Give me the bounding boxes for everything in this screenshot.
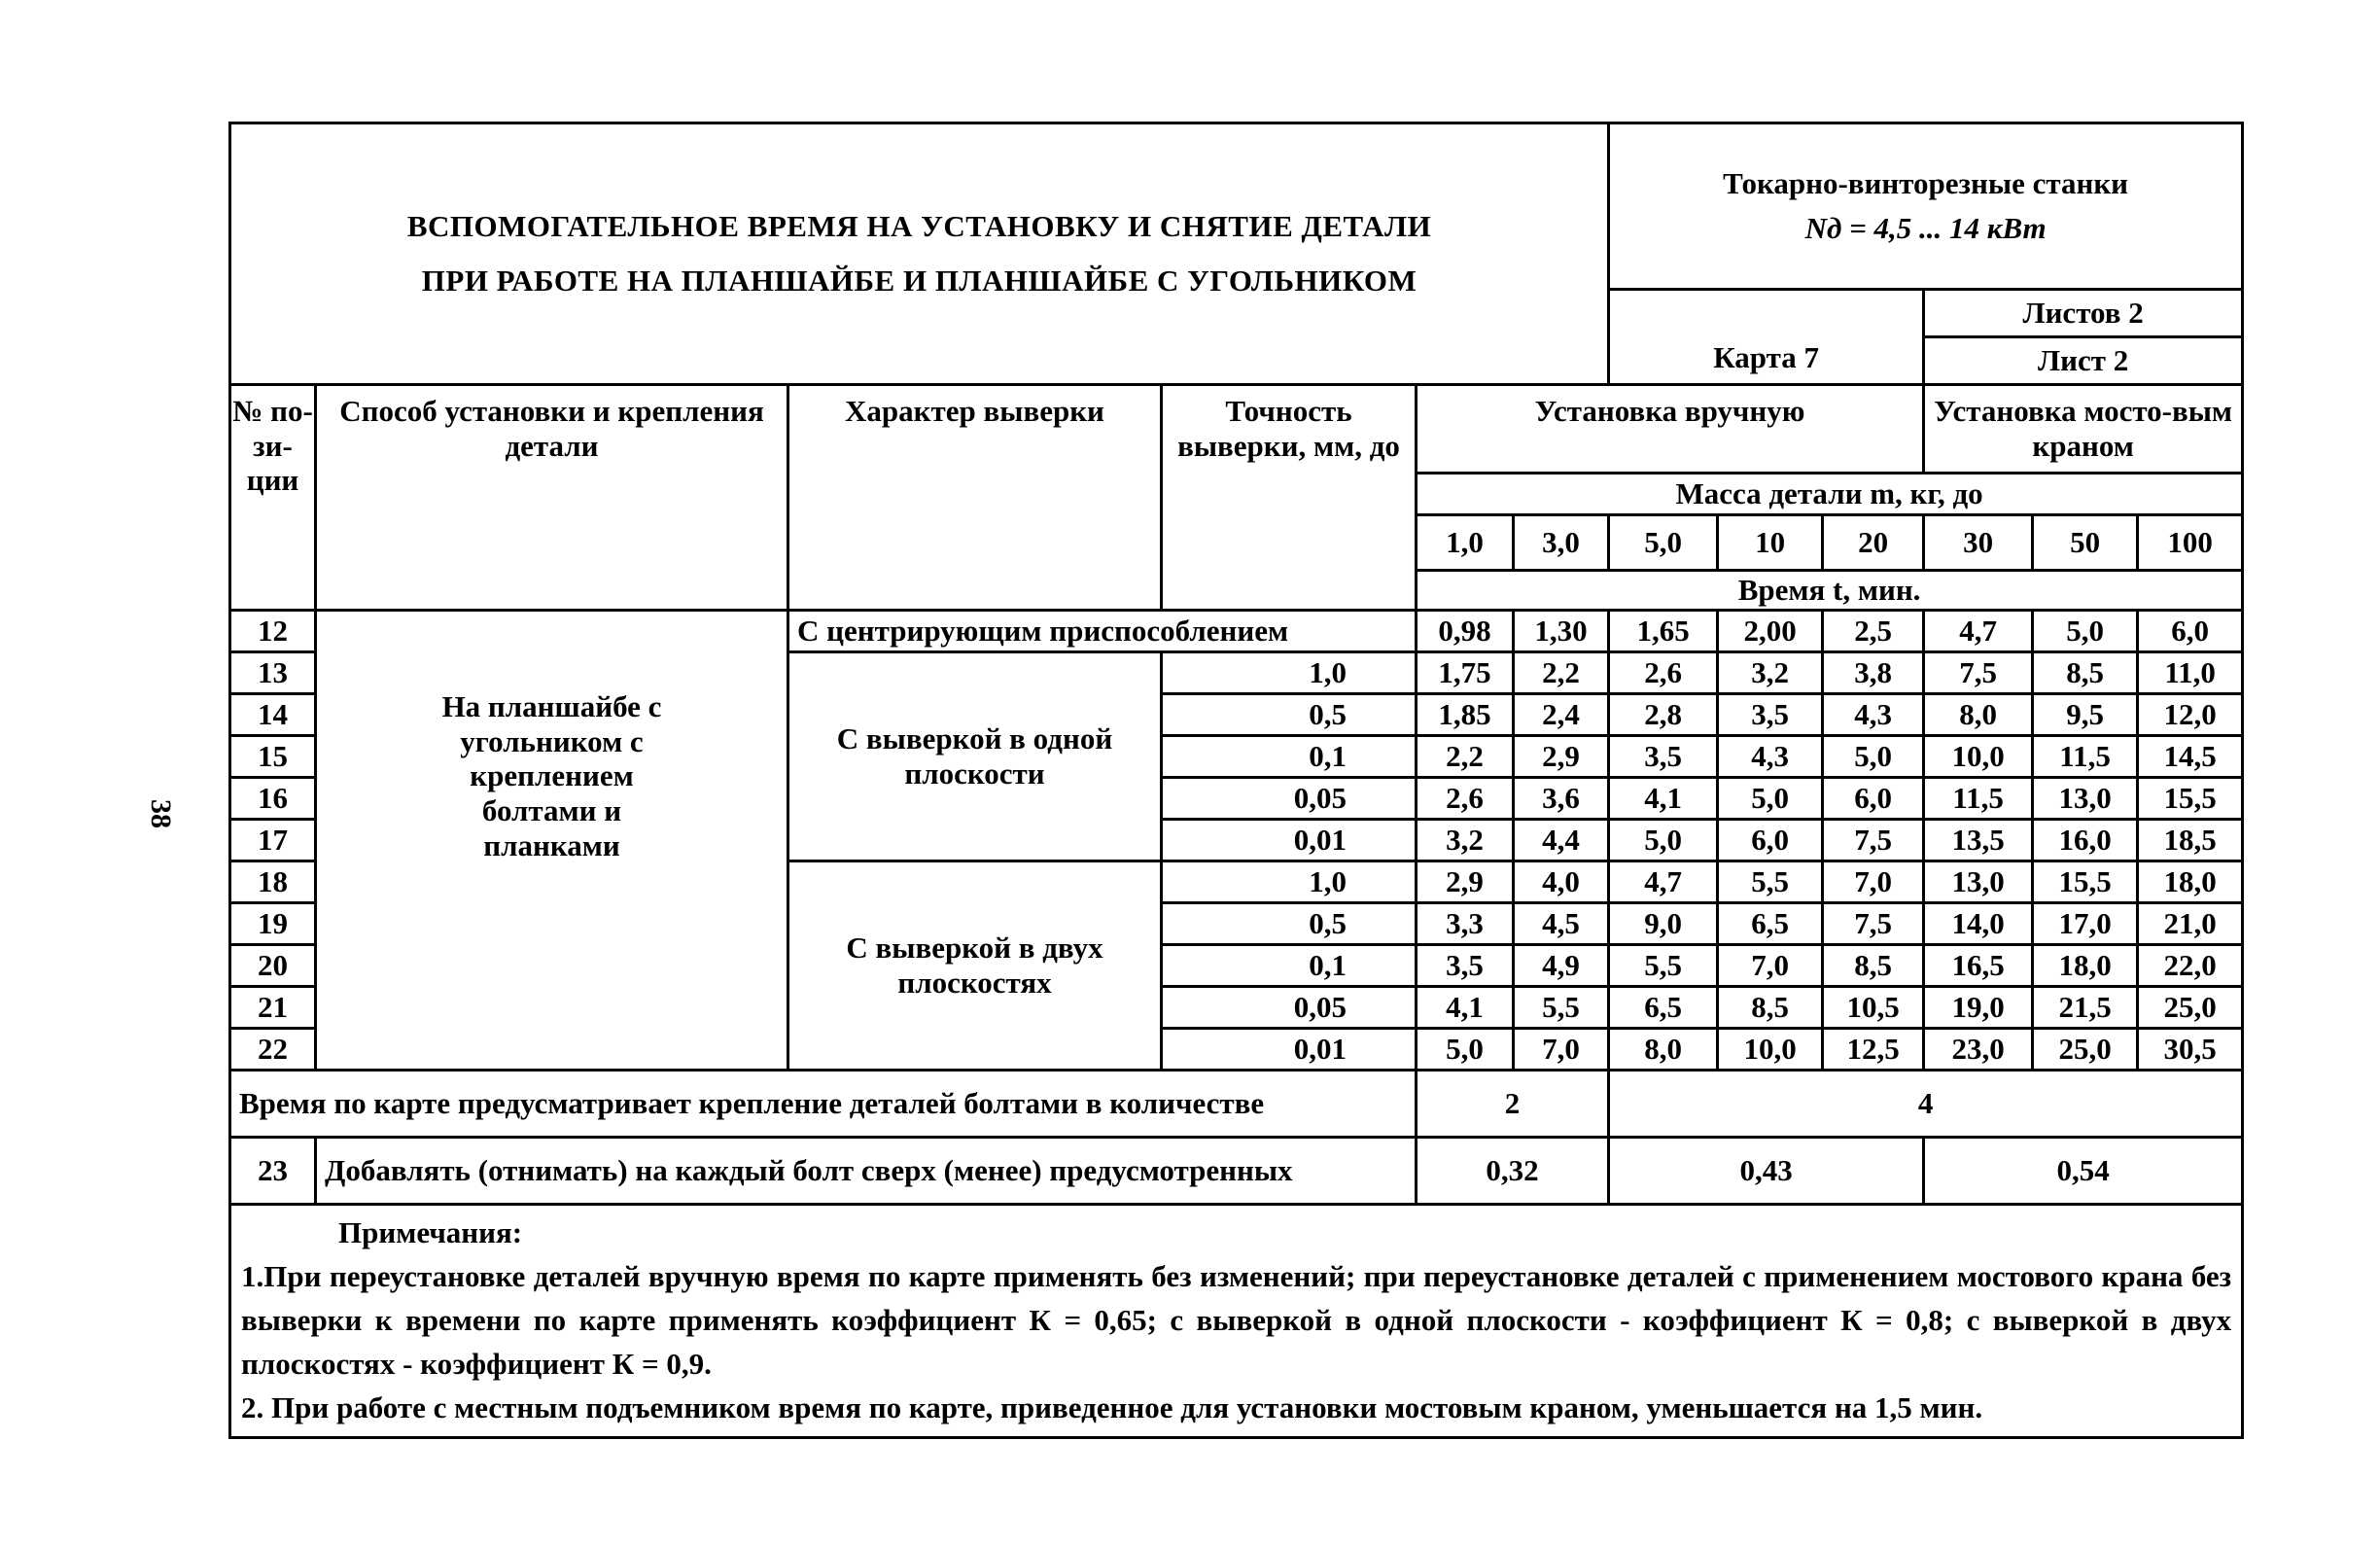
- time-value-cell: 8,5: [1718, 987, 1823, 1029]
- position-cell: 21: [230, 987, 316, 1029]
- time-header: Время t, мин.: [1417, 571, 2243, 611]
- document-title: [230, 123, 1609, 385]
- note-1: 1.При переустановке деталей вручную время по карте применять без изменений; при переустановке деталей с применением мостового крана без выверки к времени по карте применять коэффициент К = 0,65; с выверкой в одной плоскости - коэффициент К = 0,8; с выверкой в двух плоскостях - коэффициент К = 0,9.: [241, 1258, 2232, 1381]
- accuracy-cell: 0,05: [1162, 987, 1417, 1029]
- position-cell: 22: [230, 1029, 316, 1071]
- accuracy-cell: 0,01: [1162, 1029, 1417, 1071]
- bolts-count-a: 2: [1417, 1071, 1609, 1138]
- accuracy-cell: 0,05: [1162, 778, 1417, 820]
- time-value-cell: 3,5: [1718, 694, 1823, 736]
- time-value-cell: 5,5: [1718, 861, 1823, 903]
- time-value-cell: 4,5: [1514, 903, 1609, 945]
- page-number: 38: [145, 799, 177, 828]
- time-value-cell: 8,5: [2033, 652, 2138, 694]
- position-cell: 15: [230, 736, 316, 778]
- time-value-cell: 6,0: [1823, 778, 1924, 820]
- time-value-cell: 3,6: [1514, 778, 1609, 820]
- time-value-cell: 3,5: [1609, 736, 1718, 778]
- time-value-cell: 4,1: [1609, 778, 1718, 820]
- position-cell: 18: [230, 861, 316, 903]
- time-value-cell: 3,5: [1417, 945, 1514, 987]
- time-value-cell: 7,5: [1924, 652, 2033, 694]
- time-value-cell: 16,5: [1924, 945, 2033, 987]
- time-value-cell: 21,0: [2138, 903, 2243, 945]
- mass-3: 3,0: [1514, 515, 1609, 571]
- time-value-cell: 1,30: [1514, 611, 1609, 652]
- time-value-cell: 2,8: [1609, 694, 1718, 736]
- time-value-cell: 6,5: [1718, 903, 1823, 945]
- time-value-cell: 25,0: [2033, 1029, 2138, 1071]
- time-value-cell: 4,7: [1609, 861, 1718, 903]
- time-value-cell: 21,5: [2033, 987, 2138, 1029]
- time-value-cell: 5,0: [1718, 778, 1823, 820]
- time-value-cell: 14,0: [1924, 903, 2033, 945]
- sheets-total: Листов 2: [1925, 291, 2241, 338]
- position-cell: 12: [230, 611, 316, 652]
- time-value-cell: 9,5: [2033, 694, 2138, 736]
- accuracy-cell: 0,5: [1162, 903, 1417, 945]
- time-value-cell: 14,5: [2138, 736, 2243, 778]
- time-value-cell: 15,5: [2138, 778, 2243, 820]
- time-value-cell: 4,3: [1823, 694, 1924, 736]
- alignment-one-plane: С выверкой в одной плоскости: [788, 652, 1162, 861]
- time-value-cell: 2,9: [1514, 736, 1609, 778]
- time-value-cell: 6,0: [1718, 820, 1823, 861]
- time-value-cell: 4,4: [1514, 820, 1609, 861]
- time-value-cell: 5,0: [1609, 820, 1718, 861]
- col-position-header: № по-зи-ции: [230, 385, 316, 611]
- time-value-cell: 5,5: [1609, 945, 1718, 987]
- sheet-info: [1924, 290, 2243, 385]
- time-value-cell: 17,0: [2033, 903, 2138, 945]
- time-value-cell: 7,0: [1718, 945, 1823, 987]
- time-value-cell: 7,0: [1514, 1029, 1609, 1071]
- mass-10: 10: [1718, 515, 1823, 571]
- time-value-cell: 7,5: [1823, 820, 1924, 861]
- mass-50: 50: [2033, 515, 2138, 571]
- time-value-cell: 10,5: [1823, 987, 1924, 1029]
- time-value-cell: 16,0: [2033, 820, 2138, 861]
- card-frame: [228, 122, 2241, 1439]
- col-method-header: Способ установки и крепления детали: [316, 385, 788, 611]
- time-value-cell: 11,5: [2033, 736, 2138, 778]
- accuracy-cell: 1,0: [1162, 652, 1417, 694]
- time-value-cell: 3,3: [1417, 903, 1514, 945]
- notes-block: [230, 1205, 2243, 1438]
- time-value-cell: 13,5: [1924, 820, 2033, 861]
- time-value-cell: 18,5: [2138, 820, 2243, 861]
- method-cell: На планшайбе с угольником с креплением болтами и планками: [316, 611, 788, 1071]
- table-row: [230, 611, 2243, 652]
- alignment-two-planes: С выверкой в двух плоскостях: [788, 861, 1162, 1071]
- mass-label: Масса детали m, кг, до: [1675, 476, 1983, 511]
- time-value-cell: 7,0: [1823, 861, 1924, 903]
- time-value-cell: 15,5: [2033, 861, 2138, 903]
- time-value-cell: 5,0: [2033, 611, 2138, 652]
- accuracy-cell: 0,5: [1162, 694, 1417, 736]
- mass-header: [1417, 474, 2243, 515]
- time-value-cell: 22,0: [2138, 945, 2243, 987]
- note-2: 2. При работе с местным подъемником время по карте, приведенное для установки мостовым краном, уменьшается на 1,5 мин.: [241, 1389, 1983, 1424]
- title-line-1: ВСПОМОГАТЕЛЬНОЕ ВРЕМЯ НА УСТАНОВКУ И СНЯТИЕ ДЕТАЛИ: [406, 209, 1432, 244]
- time-value-cell: 2,4: [1514, 694, 1609, 736]
- position-cell: 13: [230, 652, 316, 694]
- crane-install-header: Установка мосто-вым краном: [1924, 385, 2243, 474]
- time-value-cell: 2,6: [1417, 778, 1514, 820]
- time-value-cell: 1,85: [1417, 694, 1514, 736]
- machine-type: [1609, 123, 2243, 290]
- time-value-cell: 19,0: [1924, 987, 2033, 1029]
- time-value-cell: 13,0: [2033, 778, 2138, 820]
- time-value-cell: 8,0: [1924, 694, 2033, 736]
- time-value-cell: 6,5: [1609, 987, 1718, 1029]
- notes-heading: Примечания:: [338, 1215, 523, 1249]
- time-value-cell: 2,2: [1514, 652, 1609, 694]
- time-value-cell: 1,75: [1417, 652, 1514, 694]
- bolts-count-b: 4: [1609, 1071, 2243, 1138]
- time-value-cell: 3,2: [1718, 652, 1823, 694]
- bolts-text: Время по карте предусматривает крепление деталей болтами в количестве: [230, 1071, 1417, 1138]
- time-value-cell: 7,5: [1823, 903, 1924, 945]
- col-alignment-header: Характер выверки: [788, 385, 1162, 611]
- position-cell: 16: [230, 778, 316, 820]
- title-line-2: ПРИ РАБОТЕ НА ПЛАНШАЙБЕ И ПЛАНШАЙБЕ С УГОЛЬНИКОМ: [421, 264, 1418, 298]
- position-cell: 19: [230, 903, 316, 945]
- time-value-cell: 4,0: [1514, 861, 1609, 903]
- time-value-cell: 25,0: [2138, 987, 2243, 1029]
- time-value-cell: 0,98: [1417, 611, 1514, 652]
- time-value-cell: 4,3: [1718, 736, 1823, 778]
- accuracy-cell: 0,1: [1162, 945, 1417, 987]
- time-value-cell: 12,0: [2138, 694, 2243, 736]
- time-value-cell: 10,0: [1924, 736, 2033, 778]
- position-cell: 14: [230, 694, 316, 736]
- manual-install-header: Установка вручную: [1417, 385, 1924, 474]
- card-number: Карта 7: [1609, 290, 1924, 385]
- time-value-cell: 4,9: [1514, 945, 1609, 987]
- time-value-cell: 8,5: [1823, 945, 1924, 987]
- row23-value-1: 0,32: [1417, 1138, 1609, 1205]
- time-value-cell: 13,0: [1924, 861, 2033, 903]
- time-value-cell: 4,7: [1924, 611, 2033, 652]
- mass-30: 30: [1924, 515, 2033, 571]
- row23-text: Добавлять (отнимать) на каждый болт сверх (менее) предусмотренных: [316, 1138, 1417, 1205]
- time-value-cell: 18,0: [2138, 861, 2243, 903]
- accuracy-cell: 0,1: [1162, 736, 1417, 778]
- sheet-number: Лист 2: [2038, 343, 2129, 377]
- time-value-cell: 3,8: [1823, 652, 1924, 694]
- time-value-cell: 18,0: [2033, 945, 2138, 987]
- time-value-cell: 5,0: [1417, 1029, 1514, 1071]
- time-value-cell: 1,65: [1609, 611, 1718, 652]
- time-value-cell: 4,1: [1417, 987, 1514, 1029]
- alignment-centering: С центрирующим приспособлением: [788, 611, 1417, 652]
- accuracy-cell: 1,0: [1162, 861, 1417, 903]
- position-cell: 17: [230, 820, 316, 861]
- time-value-cell: 5,0: [1823, 736, 1924, 778]
- mass-5: 5,0: [1609, 515, 1718, 571]
- time-value-cell: 6,0: [2138, 611, 2243, 652]
- time-value-cell: 11,5: [1924, 778, 2033, 820]
- time-value-cell: 5,5: [1514, 987, 1609, 1029]
- time-value-cell: 23,0: [1924, 1029, 2033, 1071]
- time-value-cell: 2,6: [1609, 652, 1718, 694]
- accuracy-cell: 0,01: [1162, 820, 1417, 861]
- time-value-cell: 12,5: [1823, 1029, 1924, 1071]
- row23-value-2: 0,43: [1609, 1138, 1924, 1205]
- mass-1: 1,0: [1417, 515, 1514, 571]
- time-value-cell: 2,2: [1417, 736, 1514, 778]
- time-value-cell: 11,0: [2138, 652, 2243, 694]
- time-value-cell: 8,0: [1609, 1029, 1718, 1071]
- time-value-cell: 2,9: [1417, 861, 1514, 903]
- mass-100: 100: [2138, 515, 2243, 571]
- position-23: 23: [230, 1138, 316, 1205]
- time-value-cell: 2,5: [1823, 611, 1924, 652]
- position-cell: 20: [230, 945, 316, 987]
- machine-line-2: Nд = 4,5 ... 14 кВт: [1804, 211, 2047, 245]
- mass-20: 20: [1823, 515, 1924, 571]
- time-value-cell: 3,2: [1417, 820, 1514, 861]
- time-value-cell: 10,0: [1718, 1029, 1823, 1071]
- time-value-cell: 2,00: [1718, 611, 1823, 652]
- time-table: [228, 122, 2244, 1439]
- time-value-cell: 30,5: [2138, 1029, 2243, 1071]
- row23-value-3: 0,54: [1924, 1138, 2243, 1205]
- time-value-cell: 9,0: [1609, 903, 1718, 945]
- col-accuracy-header: Точность выверки, мм, до: [1162, 385, 1417, 611]
- machine-line-1: Токарно-винторезные станки: [1723, 165, 2129, 200]
